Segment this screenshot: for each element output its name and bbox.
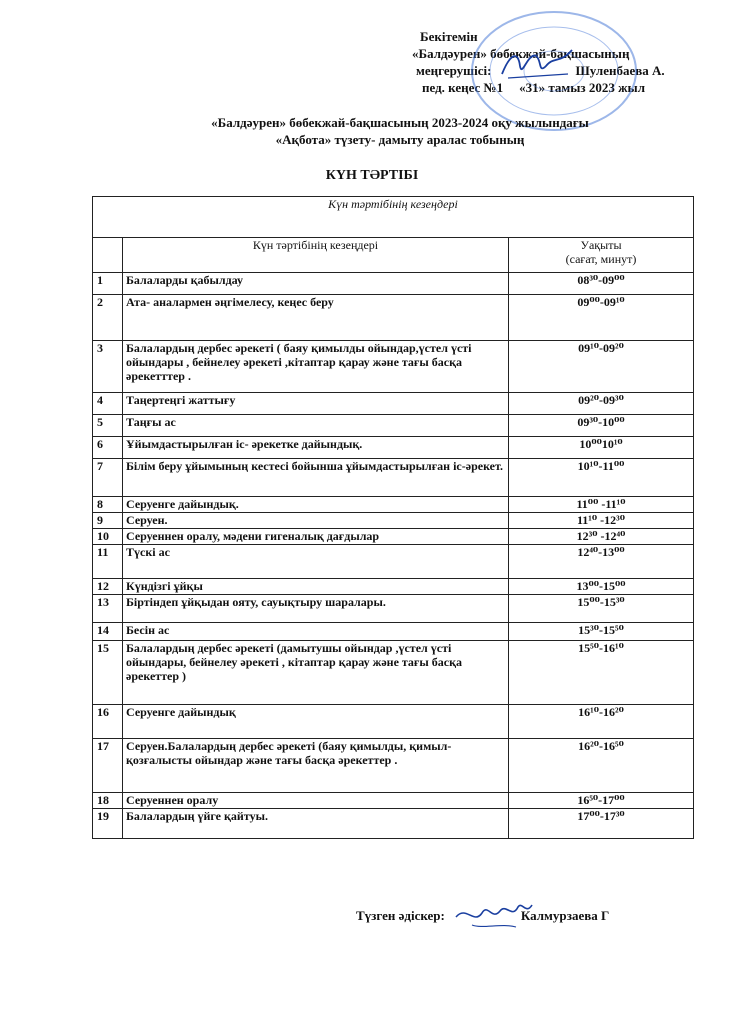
table-row <box>93 295 694 341</box>
row-activity: Біртіндеп ұйқыдан ояту, сауықтыру шаралары. <box>123 595 509 623</box>
header-activity: Күн тәртібінің кезеңдері <box>123 238 509 273</box>
row-time: 09⁰⁰-09¹⁰ <box>509 295 694 341</box>
row-activity: Балалардың дербес әрекеті (дамытушы ойындар ,үстел үсті ойындары, бейнелеу әрекеті , кітаптар қарау және тағы басқа әрекеттер ) <box>123 641 509 705</box>
row-activity: Балалардың дербес әрекеті ( баяу қимылды ойындар,үстел үсті ойындары , бейнелеу әрекеті ,кітаптар қарау және тағы басқа әрекетттер . <box>123 341 509 393</box>
row-time: 16¹⁰-16²⁰ <box>509 705 694 739</box>
table-row <box>93 595 694 623</box>
row-number: 8 <box>93 497 123 513</box>
table-row <box>93 545 694 579</box>
compiler-signature <box>452 895 534 935</box>
row-time: 15⁵⁰-16¹⁰ <box>509 641 694 705</box>
row-time: 11⁰⁰ -11¹⁰ <box>509 497 694 513</box>
table-row <box>93 341 694 393</box>
council-number: пед. кеңес №1 <box>422 80 504 95</box>
row-number: 10 <box>93 529 123 545</box>
schedule-table <box>92 196 694 839</box>
page-heading: КҮН ТӘРТІБІ <box>325 168 419 183</box>
compiler-name: Калмурзаева Г <box>520 908 610 923</box>
row-activity: Білім беру ұйымының кестесі бойынша ұйымдастырылған іс-әрекет. <box>123 459 509 497</box>
page-title-line-1: «Балдәурен» бөбекжай-бақшасының 2023-2024 оқу жылындағы <box>211 115 589 130</box>
row-activity: Ата- аналармен әңгімелесу, кеңес беру <box>123 295 509 341</box>
row-activity: Түскі ас <box>123 545 509 579</box>
row-time: 11¹⁰ -12³⁰ <box>509 513 694 529</box>
row-time: 09²⁰-09³⁰ <box>509 393 694 415</box>
row-activity: Таңғы ас <box>123 415 509 437</box>
row-time: 16²⁰-16⁵⁰ <box>509 739 694 793</box>
row-time: 16⁵⁰-17⁰⁰ <box>509 793 694 809</box>
table-caption-row <box>93 197 694 238</box>
row-number: 5 <box>93 415 123 437</box>
row-number: 16 <box>93 705 123 739</box>
header-time-line-1: Уақыты <box>580 238 622 252</box>
compiler-label: Түзген әдіскер: <box>356 908 445 923</box>
row-number: 11 <box>93 545 123 579</box>
director-signature <box>498 44 576 84</box>
row-number: 18 <box>93 793 123 809</box>
row-activity: Балалардың үйге қайтуы. <box>123 809 509 839</box>
row-activity: Балаларды қабылдау <box>123 273 509 295</box>
row-number: 12 <box>93 579 123 595</box>
table-row <box>93 459 694 497</box>
table-row <box>93 415 694 437</box>
row-time: 08³⁰-09⁰⁰ <box>509 273 694 295</box>
page-title-line-2: «Ақбота» түзету- дамыту аралас тобының <box>275 132 525 147</box>
row-number: 17 <box>93 739 123 793</box>
row-activity: Серуен.Балалардың дербес әрекеті (баяу қимылды, қимыл-қозғалысты ойындар және тағы басқа әрекеттер . <box>123 739 509 793</box>
table-row <box>93 623 694 641</box>
row-number: 7 <box>93 459 123 497</box>
table-row <box>93 705 694 739</box>
approval-line-2: «Балдәурен» бөбекжай-бақшасының <box>412 46 630 61</box>
row-time: 17⁰⁰-17³⁰ <box>509 809 694 839</box>
row-time: 12³⁰ -12⁴⁰ <box>509 529 694 545</box>
row-number: 14 <box>93 623 123 641</box>
table-row <box>93 579 694 595</box>
header-time <box>509 238 694 273</box>
row-time: 09¹⁰-09²⁰ <box>509 341 694 393</box>
row-number: 19 <box>93 809 123 839</box>
table-row <box>93 641 694 705</box>
row-time: 12⁴⁰-13⁰⁰ <box>509 545 694 579</box>
row-time: 15³⁰-15⁵⁰ <box>509 623 694 641</box>
header-number <box>93 238 123 273</box>
row-activity: Серуен. <box>123 513 509 529</box>
row-activity: Күндізгі ұйқы <box>123 579 509 595</box>
approval-line-1: Бекітемін <box>420 29 478 44</box>
table-row <box>93 497 694 513</box>
row-time: 13⁰⁰-15⁰⁰ <box>509 579 694 595</box>
row-number: 1 <box>93 273 123 295</box>
row-time: 10⁰⁰10¹⁰ <box>509 437 694 459</box>
header-time-line-2: (сағат, минут) <box>565 252 637 266</box>
row-activity: Серуенге дайындық. <box>123 497 509 513</box>
row-activity: Серуеннен оралу <box>123 793 509 809</box>
row-number: 13 <box>93 595 123 623</box>
table-row <box>93 393 694 415</box>
row-activity: Серуеннен оралу, мәдени гигеналық дағдылар <box>123 529 509 545</box>
table-row <box>93 529 694 545</box>
row-number: 2 <box>93 295 123 341</box>
row-time: 10¹⁰-11⁰⁰ <box>509 459 694 497</box>
table-row <box>93 809 694 839</box>
director-name: Шуленбаева А. <box>575 63 665 78</box>
row-number: 15 <box>93 641 123 705</box>
row-number: 4 <box>93 393 123 415</box>
table-header-row <box>93 238 694 273</box>
table-row <box>93 793 694 809</box>
approval-role: меңгерушісі: <box>416 63 492 78</box>
row-time: 15⁰⁰-15³⁰ <box>509 595 694 623</box>
row-activity: Таңертеңгі жаттығу <box>123 393 509 415</box>
row-activity: Серуенге дайындық <box>123 705 509 739</box>
row-number: 9 <box>93 513 123 529</box>
row-number: 3 <box>93 341 123 393</box>
table-row <box>93 739 694 793</box>
row-activity: Бесін ас <box>123 623 509 641</box>
row-number: 6 <box>93 437 123 459</box>
table-row <box>93 437 694 459</box>
table-row <box>93 273 694 295</box>
table-caption: Күн тәртібінің кезеңдері <box>93 197 694 238</box>
row-time: 09³⁰-10⁰⁰ <box>509 415 694 437</box>
table-row <box>93 513 694 529</box>
approval-date: «31» тамыз 2023 жыл <box>519 80 646 95</box>
table-body <box>93 273 694 839</box>
row-activity: Ұйымдастырылған іс- әрекетке дайындық. <box>123 437 509 459</box>
